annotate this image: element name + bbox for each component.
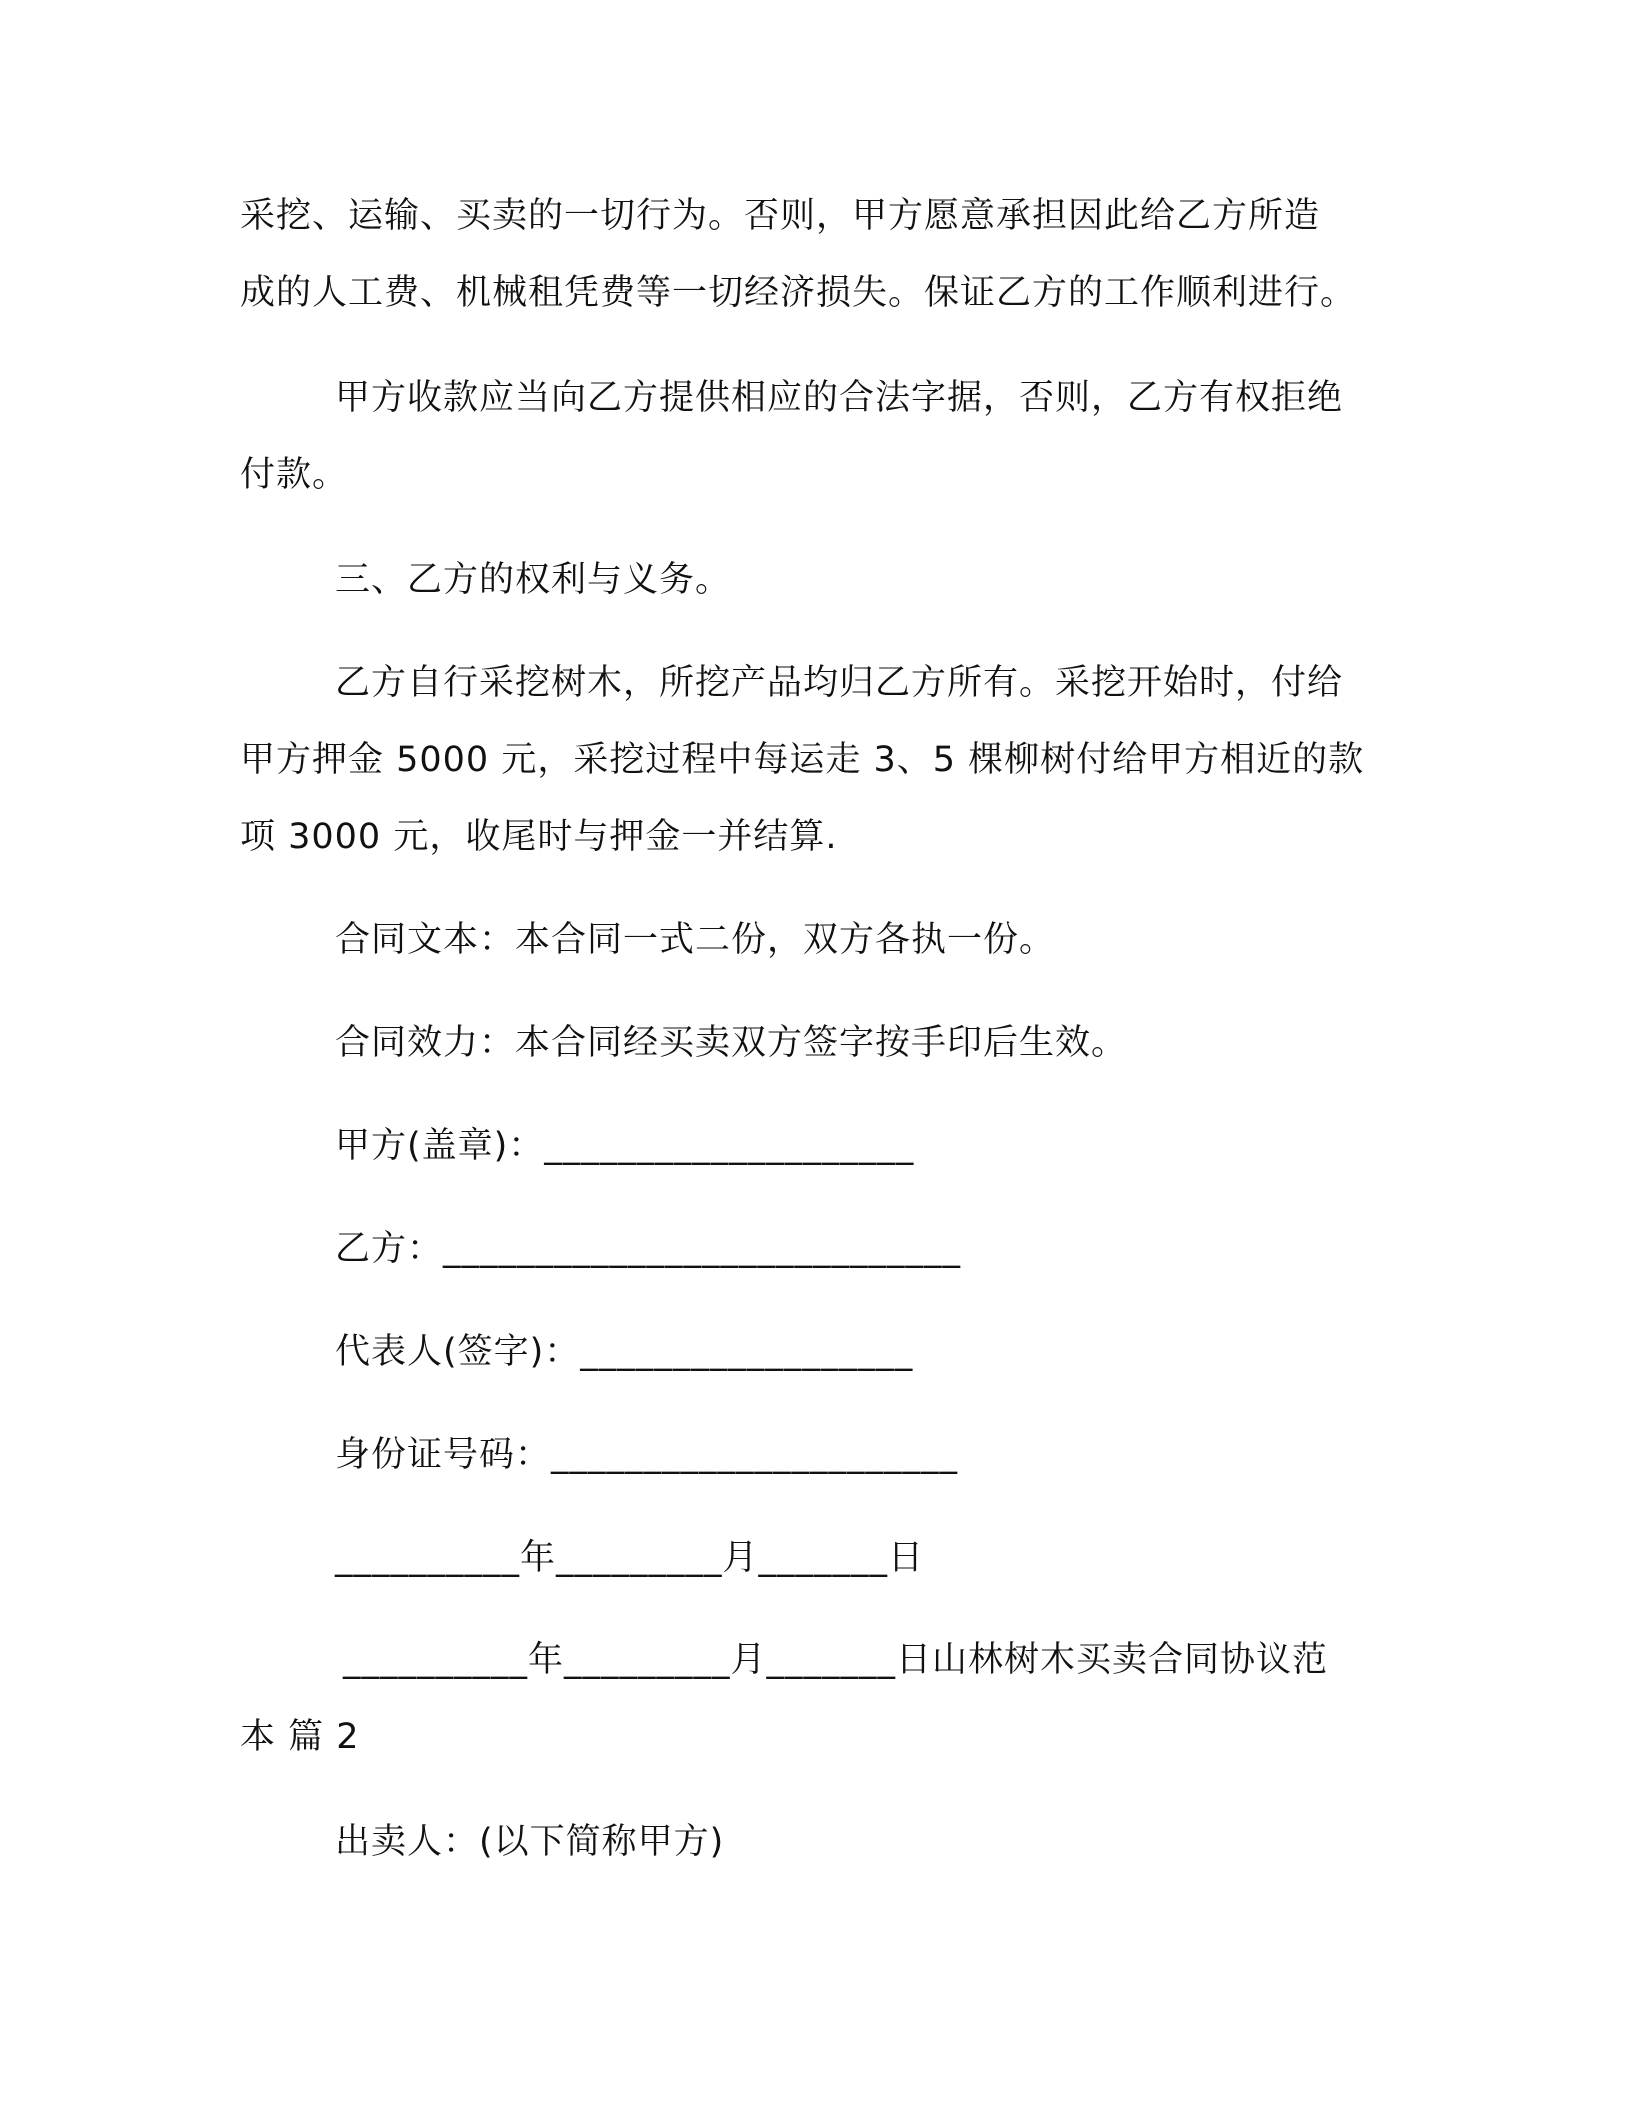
paragraph-line: 甲方收款应当向乙方提供相应的合法字据，否则，乙方有权拒绝 bbox=[335, 378, 1344, 418]
paragraph-line: 甲方押金 5000 元，采挖过程中每运走 3、5 棵柳树付给甲方相近的款 bbox=[240, 740, 1365, 780]
section-heading: 三、乙方的权利与义务。 bbox=[335, 560, 732, 600]
signature-field-party-b: 乙方：____________________________ bbox=[335, 1229, 962, 1269]
paragraph-line: 乙方自行采挖树木，所挖产品均归乙方所有。采挖开始时，付给 bbox=[335, 663, 1344, 703]
signature-field-representative: 代表人(签字)：__________________ bbox=[335, 1332, 914, 1372]
paragraph-line: 项 3000 元，收尾时与押金一并结算. bbox=[240, 817, 838, 857]
paragraph-line: 采挖、运输、买卖的一切行为。否则，甲方愿意承担因此给乙方所造 bbox=[240, 196, 1321, 236]
paragraph-line: 本 篇 2 bbox=[240, 1717, 360, 1757]
paragraph-line: 成的人工费、机械租凭费等一切经济损失。保证乙方的工作顺利进行。 bbox=[240, 273, 1357, 313]
paragraph-line: __________年_________月_______日山林树木买卖合同协议范 bbox=[343, 1640, 1329, 1680]
paragraph-line: 出卖人：(以下简称甲方) bbox=[335, 1822, 725, 1862]
paragraph-line: 合同文本：本合同一式二份，双方各执一份。 bbox=[335, 920, 1056, 960]
signature-field-party-a: 甲方(盖章)：____________________ bbox=[335, 1126, 915, 1166]
paragraph-line: 合同效力：本合同经买卖双方签字按手印后生效。 bbox=[335, 1023, 1128, 1063]
id-number-field: 身份证号码：______________________ bbox=[335, 1435, 959, 1475]
date-field: __________年_________月_______日 bbox=[335, 1538, 925, 1578]
paragraph-line: 付款。 bbox=[240, 455, 349, 495]
